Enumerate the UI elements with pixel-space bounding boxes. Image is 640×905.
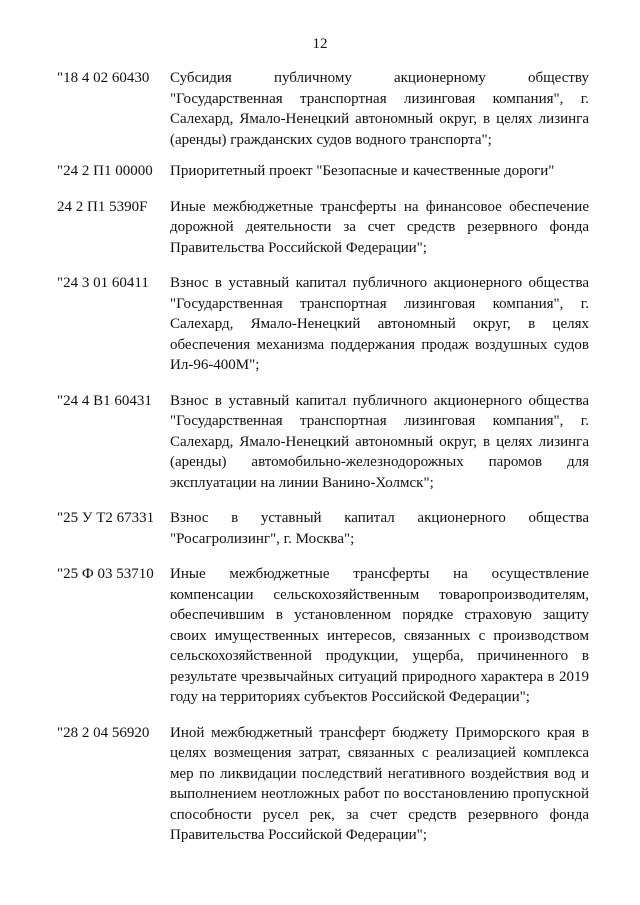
entry-5 (57, 391, 589, 494)
entry-code: "25 Ф 03 53710 (57, 566, 154, 582)
entry-description: Взнос в уставный капитал публичного акционерного общества "Государственная транспортная лизинговая компания", г. Салехард, Ямало-Ненецкий автономный округ, в целях обеспечения механизма поддержания продаж воздушных судов Ил-96-400М"; (170, 275, 589, 373)
entry-code: "28 2 04 56920 (57, 724, 150, 741)
entry-7 (57, 564, 589, 708)
entry-code: "25 У Т2 67331 (57, 510, 155, 526)
entry-description: Иной межбюджетный трансферт бюджету Приморского края в целях возмещения затрат, связанных с реализацией комплекса мер по ликвидации последствий негативного воздействия вод и выполнением неотложных работ по восстановлению пропускной способности русел рек, за счет средств резервного фонда Правительства Российской Федерации"; (170, 724, 589, 843)
entry-description: Приоритетный проект "Безопасные и качественные дороги" (170, 163, 555, 179)
entry-2 (57, 161, 589, 182)
entry-4 (57, 273, 589, 376)
entry-description: Взнос в уставный капитал акционерного общества "Росагролизинг", г. Москва"; (170, 510, 589, 547)
entry-3 (57, 197, 589, 259)
entry-1 (57, 68, 589, 150)
entry-code: "18 4 02 60430 (57, 70, 150, 86)
entry-description: Субсидия публичному акционерному обществу "Государственная транспортная лизинговая компания", г. Салехард, Ямало-Ненецкий автономный округ, в целях лизинга (аренды) гражданских судов водного транспорта"; (170, 70, 589, 148)
entry-6 (57, 508, 589, 549)
budget-code-list (57, 68, 589, 846)
entry-8 (57, 723, 589, 846)
entry-code: "24 3 01 60411 (57, 275, 149, 291)
entry-code: "24 4 В1 60431 (57, 392, 152, 409)
entry-code: "24 2 П1 00000 (57, 163, 153, 179)
entry-description: Взнос в уставный капитал публичного акционерного общества "Государственная транспортная лизинговая компания", г. Салехард, Ямало-Ненецкий автономный округ, в целях лизинга (аренды) автомобильно-железнодорожных паромов для эксплуатации на линии Ванино-Холмск"; (170, 392, 589, 491)
entry-description: Иные межбюджетные трансферты на осуществление компенсации сельскохозяйственным товаропроизводителям, обеспечившим в установленном порядке страховую защиту своих имущественных интересов, связанных с производством сельскохозяйственной продукции, ущерба, причиненного в результате чрезвычайных ситуаций природного характера в 2019 году на территориях субъектов Российской Федерации"; (170, 566, 589, 705)
entry-code: 24 2 П1 5390F (57, 198, 148, 215)
page-number: 12 (312, 36, 328, 52)
entry-description: Иные межбюджетные трансферты на финансовое обеспечение дорожной деятельности за счет средств резервного фонда Правительства Российской Федерации"; (170, 198, 589, 256)
